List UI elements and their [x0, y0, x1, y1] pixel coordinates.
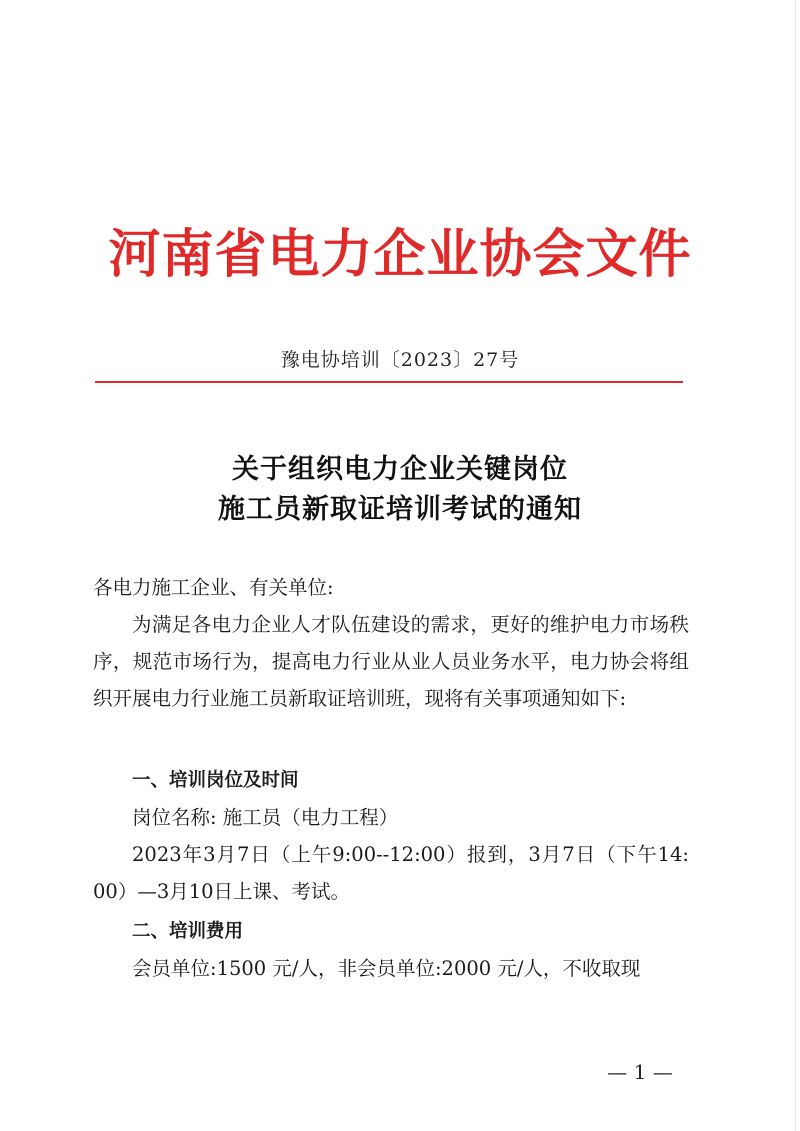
notice-title-line-2: 施工员新取证培训考试的通知 — [218, 494, 582, 525]
notice-title-line-1: 关于组织电力企业关键岗位 — [232, 454, 568, 485]
document-masthead: 河南省电力企业协会文件 — [108, 224, 692, 285]
section-heading-training-fee: 二、培训费用 — [132, 921, 244, 942]
intro-paragraph: 为满足各电力企业人才队伍建设的需求，更好的维护电力市场秩序，规范市场行为，提高电力行业从业人员业务水平，电力协会将组织开展电力行业施工员新取证培训班，现将有关事项通知如下: — [93, 613, 689, 710]
red-divider-line — [95, 381, 683, 383]
section-heading-training-post: 一、培训岗位及时间 — [132, 770, 299, 791]
training-time-paragraph: 2023年3月7日（上午9:00--12:00）报到，3月7日（下午14: 00）—3月10日上课、考试。 — [93, 843, 689, 903]
page-edge — [795, 0, 796, 1131]
notice-title — [0, 450, 800, 530]
document-number: 豫电协培训〔2023〕27号 — [280, 349, 520, 371]
post-name-line: 岗位名称: 施工员（电力工程） — [132, 806, 399, 829]
page-number: — 1 — — [607, 1060, 673, 1084]
salutation: 各电力施工企业、有关单位: — [93, 576, 334, 599]
training-fee-line: 会员单位:1500 元/人，非会员单位:2000 元/人，不收取现 — [132, 957, 641, 980]
